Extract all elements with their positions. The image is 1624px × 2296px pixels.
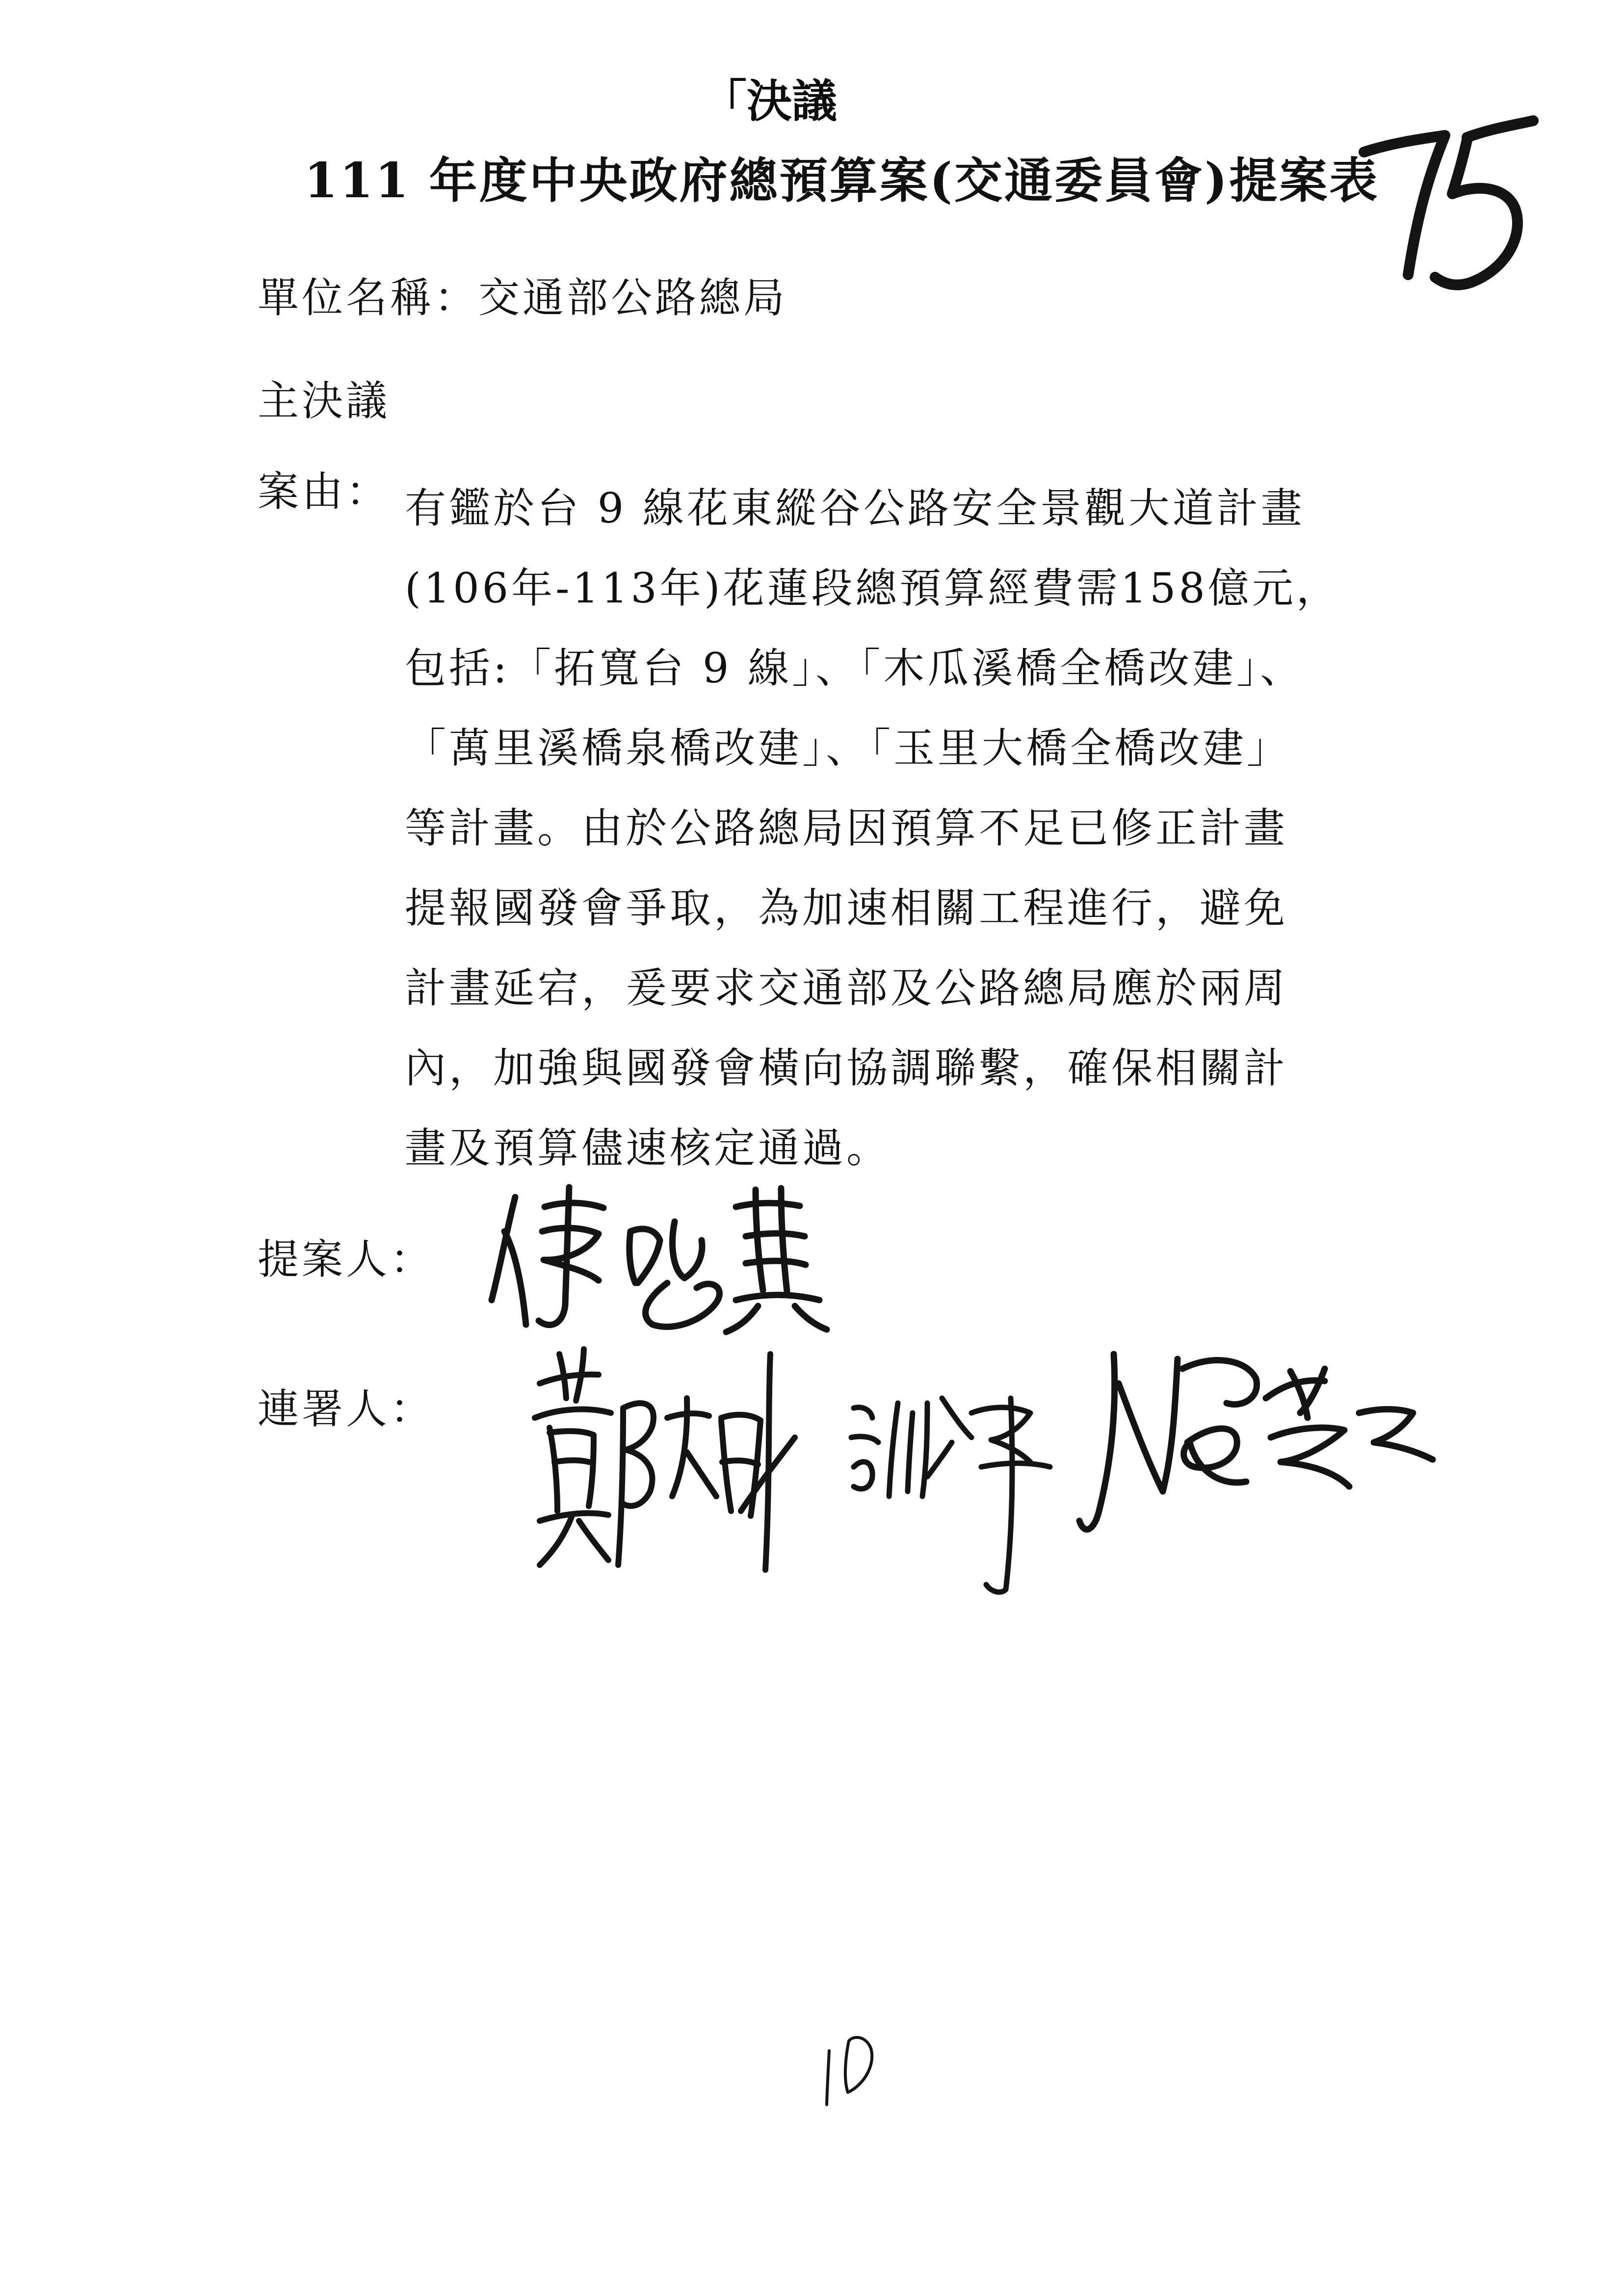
resolution-type: 主決議 <box>258 377 391 425</box>
unit-name-row <box>258 274 788 322</box>
cosigner-signature <box>844 1383 1065 1599</box>
reason-line: (106年-113年)花蓮段總預算經費需158億元， <box>405 564 1340 612</box>
reason-line: 計畫延宕，爰要求交通部及公路總局應於兩周 <box>405 964 1288 1012</box>
cosigner-signature <box>525 1334 800 1590</box>
proposer-label: 提案人： <box>258 1235 435 1283</box>
reason-line: 畫及預算儘速核定通過。 <box>405 1124 891 1172</box>
unit-name-label: 單位名稱： <box>258 274 479 322</box>
handwritten-page-number <box>1344 98 1550 304</box>
reason-line: 等計畫。由於公路總局因預算不足已修正計畫 <box>405 804 1288 852</box>
reason-body <box>405 469 1401 1188</box>
page-title: 111 年度中央政府總預算案(交通委員會)提案表 <box>304 153 1380 209</box>
reason-line: 提報國發會爭取，為加速相關工程進行，避免 <box>405 884 1288 932</box>
reason-line: 有鑑於台 9 線花東縱谷公路安全景觀大道計畫 <box>405 484 1305 532</box>
resolution-stamp: 「決議 <box>702 75 838 128</box>
proposer-signature <box>481 1177 834 1339</box>
reason-line: 包括:「拓寬台 9 線」、「木瓜溪橋全橋改建」、 <box>405 644 1305 692</box>
reason-label: 案由： <box>258 468 391 516</box>
unit-name-value: 交通部公路總局 <box>478 274 788 322</box>
cosigner-signature <box>1070 1325 1442 1550</box>
reason-line: 內，加強與國發會橫向協調聯繫，確保相關計 <box>405 1044 1288 1092</box>
reason-line: 「萬里溪橋泉橋改建」、「玉里大橋全橋改建」 <box>405 724 1291 772</box>
handwritten-footer-mark <box>814 2026 893 2110</box>
cosigner-label: 連署人： <box>258 1385 435 1433</box>
